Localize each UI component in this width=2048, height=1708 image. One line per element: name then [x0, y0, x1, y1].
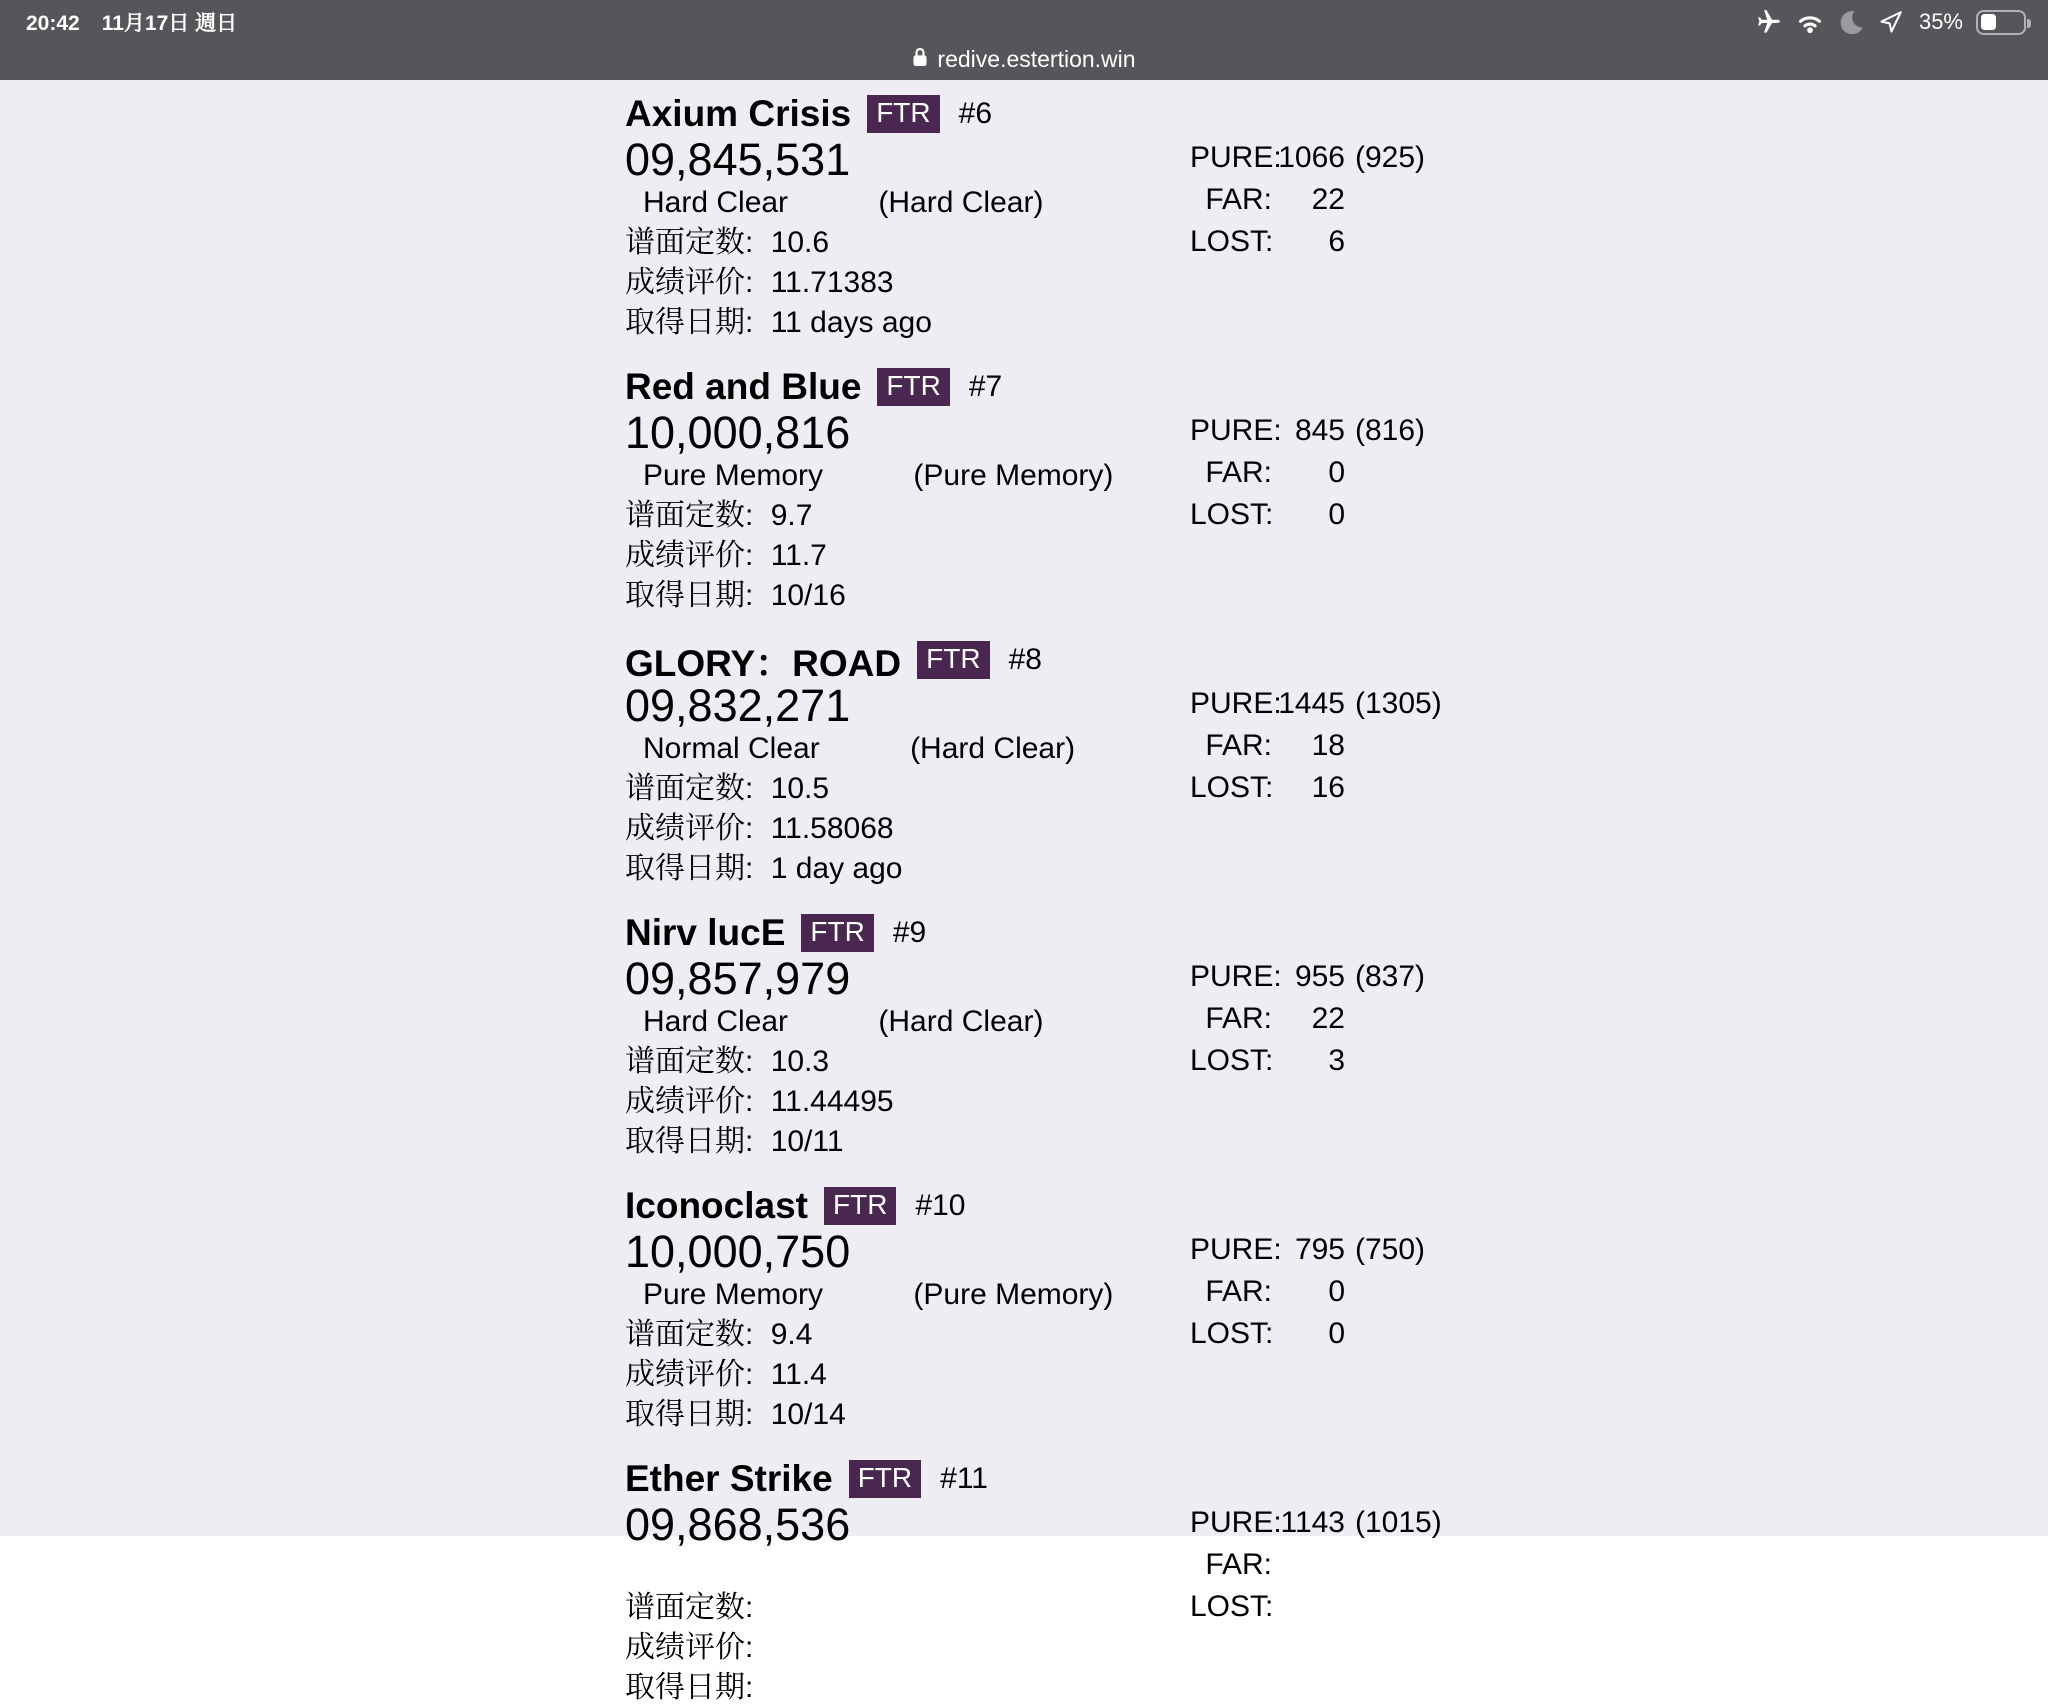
lost-label: LOST: [1190, 1317, 1274, 1350]
obtain-date-row [625, 303, 2048, 343]
score-entry [625, 364, 2048, 616]
difficulty-badge: FTR [849, 1460, 921, 1498]
location-services-icon [1878, 9, 1904, 35]
obtain-date-row [625, 1395, 2048, 1435]
obtain-date-value: 1 day ago [770, 852, 903, 885]
lost-label: LOST: [1190, 1044, 1274, 1077]
score-entry [625, 910, 2048, 1162]
score-entry [625, 91, 2048, 343]
score-rating-label: 成绩评价: [625, 1358, 754, 1391]
obtain-date-row [625, 849, 2048, 889]
pure-label: PURE: [1190, 141, 1282, 174]
pure-shiny-count: (750) [1355, 1233, 1426, 1266]
score-entry [625, 1456, 2048, 1708]
score-rating-label: 成绩评价: [625, 1085, 754, 1118]
score-value: 09,832,271 [625, 680, 851, 731]
lost-count: 3 [1328, 1044, 1345, 1077]
difficulty-badge: FTR [801, 914, 873, 952]
chart-constant-label: 谱面定数: [625, 1045, 754, 1078]
lost-count: 0 [1328, 1317, 1345, 1350]
judgement-stats [1190, 1502, 1442, 1628]
lost-count: 0 [1328, 498, 1345, 531]
score-value: 09,868,536 [625, 1499, 851, 1550]
far-label: FAR: [1205, 1548, 1272, 1581]
pure-count: 955 [1294, 960, 1345, 993]
score-rating-label: 成绩评价: [625, 539, 754, 572]
clear-type: Hard Clear [643, 186, 789, 219]
battery-percent: 35% [1918, 9, 1963, 34]
url-bar[interactable] [0, 38, 2048, 80]
lock-icon [912, 46, 928, 73]
battery-icon [1976, 10, 2026, 35]
status-time: 20:42 [26, 12, 80, 35]
entry-title-row [625, 910, 2048, 956]
entry-title-row [625, 637, 2048, 683]
song-title: Iconoclast [625, 1185, 808, 1226]
airplane-mode-icon [1755, 9, 1782, 36]
song-title: Ether Strike [625, 1458, 833, 1499]
status-right [1755, 9, 2026, 36]
entry-title-row [625, 364, 2048, 410]
score-rating-value: 11.4 [770, 1358, 827, 1391]
obtain-date-value: 10/16 [770, 579, 846, 612]
obtain-date-label: 取得日期: [625, 1398, 754, 1431]
rank-number: #9 [892, 916, 927, 949]
chart-constant-label: 谱面定数: [625, 772, 754, 805]
score-value: 09,845,531 [625, 134, 851, 185]
wifi-icon [1795, 10, 1825, 34]
obtain-date-label: 取得日期: [625, 852, 754, 885]
far-count: 22 [1311, 1002, 1345, 1035]
clear-type: Pure Memory [643, 1278, 824, 1311]
pure-count: 1066 [1278, 141, 1345, 174]
chart-constant-value: 10.3 [770, 1045, 830, 1078]
status-date: 11月17日 週日 [101, 12, 238, 35]
lost-label: LOST: [1190, 1590, 1274, 1623]
pure-label: PURE: [1190, 1233, 1282, 1266]
far-label: FAR: [1205, 1275, 1272, 1308]
chart-constant-value: 10.5 [770, 772, 830, 805]
difficulty-badge: FTR [877, 368, 949, 406]
chart-constant-value: 10.6 [770, 226, 830, 259]
rank-number: #6 [958, 97, 993, 130]
obtain-date-row [625, 1122, 2048, 1162]
song-title: Red and Blue [625, 366, 862, 407]
chart-constant-value: 9.4 [770, 1318, 813, 1351]
pure-shiny-count: (1305) [1355, 687, 1442, 720]
score-rating-label: 成绩评价: [625, 266, 754, 299]
song-title: GLORY：ROAD [625, 643, 902, 684]
difficulty-badge: FTR [824, 1187, 896, 1225]
score-rating-row [625, 1082, 2048, 1122]
obtain-date-value: 11 days ago [770, 306, 932, 339]
pure-label: PURE: [1190, 414, 1282, 447]
score-entry [625, 1183, 2048, 1435]
far-label: FAR: [1205, 729, 1272, 762]
pure-shiny-count: (1015) [1355, 1506, 1442, 1539]
score-rating-label: 成绩评价: [625, 1631, 754, 1664]
score-rating-row [625, 263, 2048, 303]
lost-label: LOST: [1190, 771, 1274, 804]
far-label: FAR: [1205, 456, 1272, 489]
score-value: 10,000,816 [625, 407, 851, 458]
best-clear-type: (Hard Clear) [878, 186, 1044, 219]
pure-shiny-count: (837) [1355, 960, 1426, 993]
difficulty-badge: FTR [917, 641, 989, 679]
lost-label: LOST: [1190, 498, 1274, 531]
chart-constant-value: 9.7 [770, 499, 813, 532]
difficulty-badge: FTR [867, 95, 939, 133]
do-not-disturb-moon-icon [1838, 9, 1865, 36]
judgement-stats [1190, 410, 1433, 536]
obtain-date-label: 取得日期: [625, 1671, 754, 1704]
pure-count: 845 [1294, 414, 1345, 447]
far-count: 0 [1328, 456, 1345, 489]
best-clear-type: (Pure Memory) [913, 1278, 1114, 1311]
entry-title-row [625, 91, 2048, 137]
far-count: 22 [1311, 183, 1345, 216]
score-entry [625, 637, 2048, 889]
obtain-date-label: 取得日期: [625, 306, 754, 339]
score-value: 10,000,750 [625, 1226, 851, 1277]
pure-count: 1445 [1278, 687, 1345, 720]
pure-label: PURE: [1190, 687, 1282, 720]
score-rating-value: 11.7 [770, 539, 827, 572]
score-list[interactable] [0, 80, 2048, 1704]
status-bar [0, 0, 2048, 38]
score-rating-row [625, 809, 2048, 849]
judgement-stats [1190, 956, 1433, 1082]
rank-number: #7 [968, 370, 1003, 403]
pure-label: PURE: [1190, 960, 1282, 993]
chart-constant-label: 谱面定数: [625, 499, 754, 532]
judgement-stats [1190, 137, 1433, 263]
lost-count: 6 [1328, 225, 1345, 258]
far-count: 0 [1328, 1275, 1345, 1308]
judgement-stats [1190, 683, 1442, 809]
best-clear-type: (Hard Clear) [910, 732, 1076, 765]
obtain-date-value: 10/11 [770, 1125, 844, 1158]
entry-title-row [625, 1456, 2048, 1502]
chart-constant-label: 谱面定数: [625, 226, 754, 259]
pure-count: 795 [1294, 1233, 1345, 1266]
far-count [1272, 1544, 1345, 1586]
score-rating-label: 成绩评价: [625, 812, 754, 845]
judgement-stats [1190, 1229, 1433, 1355]
obtain-date-value: 10/14 [770, 1398, 846, 1431]
browser-chrome [0, 0, 2048, 80]
song-title: Axium Crisis [625, 93, 852, 134]
status-left [26, 7, 237, 37]
score-rating-value: 11.58068 [770, 812, 894, 845]
rank-number: #11 [940, 1462, 988, 1495]
clear-type: Hard Clear [643, 1005, 789, 1038]
pure-label: PURE: [1190, 1506, 1282, 1539]
obtain-date-label: 取得日期: [625, 579, 754, 612]
url-domain: redive.estertion.win [937, 45, 1136, 72]
clear-type: Pure Memory [643, 459, 824, 492]
score-rating-row [625, 1628, 2048, 1668]
rank-number: #10 [915, 1189, 966, 1222]
lost-count: 16 [1311, 771, 1345, 804]
clear-type: Normal Clear [643, 732, 820, 765]
chart-constant-label: 谱面定数: [625, 1318, 754, 1351]
entry-title-row [625, 1183, 2048, 1229]
lost-label: LOST: [1190, 225, 1274, 258]
obtain-date-row [625, 576, 2048, 616]
score-rating-value: 11.44495 [770, 1085, 894, 1118]
score-value: 09,857,979 [625, 953, 851, 1004]
obtain-date-row [625, 1668, 2048, 1708]
far-label: FAR: [1205, 1002, 1272, 1035]
obtain-date-label: 取得日期: [625, 1125, 754, 1158]
far-label: FAR: [1205, 183, 1272, 216]
chart-constant-label: 谱面定数: [625, 1591, 754, 1624]
song-title: Nirv lucE [625, 912, 786, 953]
pure-shiny-count: (816) [1355, 414, 1426, 447]
pure-shiny-count: (925) [1355, 141, 1426, 174]
score-rating-row [625, 536, 2048, 576]
rank-number: #8 [1008, 643, 1042, 676]
score-rating-value: 11.71383 [770, 266, 894, 299]
best-clear-type: (Hard Clear) [878, 1005, 1044, 1038]
far-count: 18 [1311, 729, 1345, 762]
score-rating-row [625, 1355, 2048, 1395]
pure-count: 1143 [1280, 1506, 1345, 1539]
lost-count [1272, 1586, 1345, 1628]
best-clear-type: (Pure Memory) [913, 459, 1114, 492]
